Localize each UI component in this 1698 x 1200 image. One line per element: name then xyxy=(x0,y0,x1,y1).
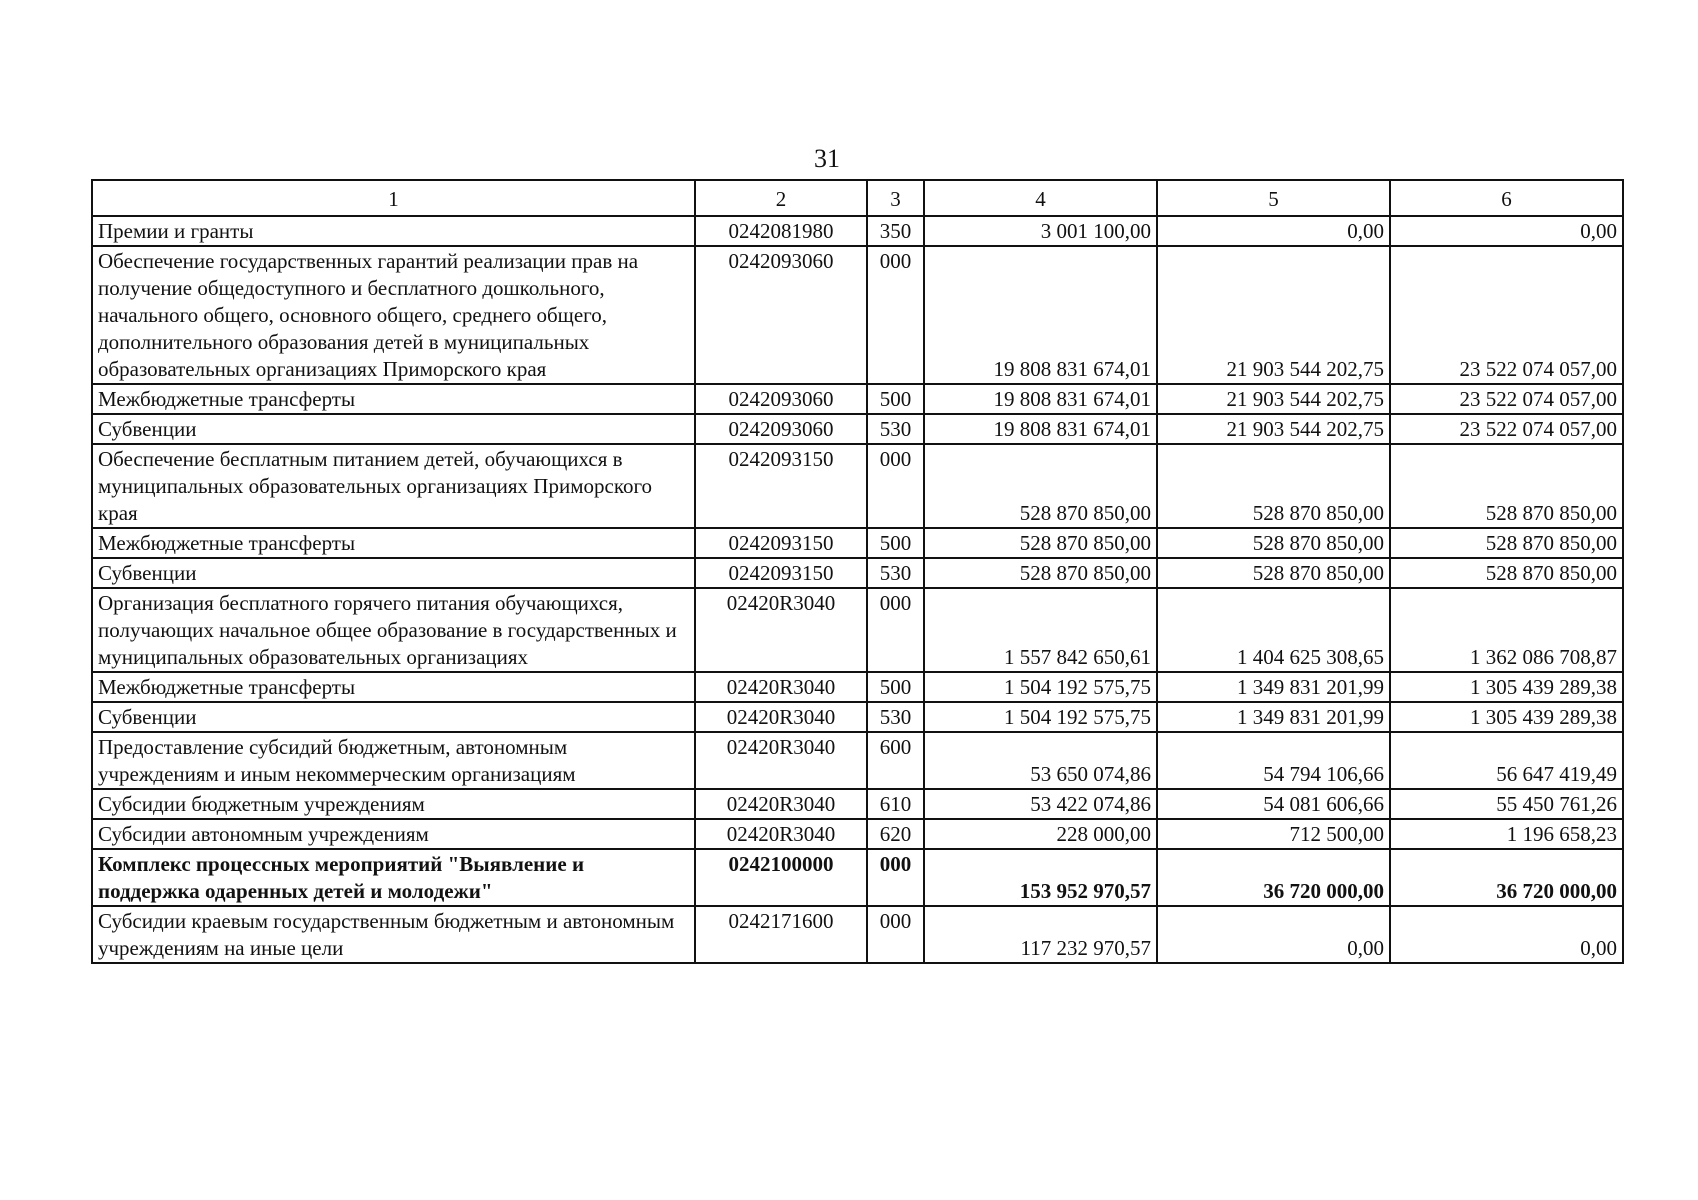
row-amount-col6: 36 720 000,00 xyxy=(1390,849,1623,906)
row-amount-col6: 1 362 086 708,87 xyxy=(1390,588,1623,672)
row-target-code: 0242093060 xyxy=(695,384,867,414)
budget-table xyxy=(91,179,1624,964)
row-amount-col4: 117 232 970,57 xyxy=(924,906,1157,963)
row-amount-col5: 528 870 850,00 xyxy=(1157,444,1390,528)
table-row xyxy=(92,789,1623,819)
row-amount-col4: 228 000,00 xyxy=(924,819,1157,849)
header-cell-4: 4 xyxy=(924,180,1157,216)
table-row-section-total xyxy=(92,849,1623,906)
table-row xyxy=(92,216,1623,246)
row-expense-type: 500 xyxy=(867,384,924,414)
row-amount-col6: 23 522 074 057,00 xyxy=(1390,414,1623,444)
row-amount-col6: 56 647 419,49 xyxy=(1390,732,1623,789)
table-row xyxy=(92,819,1623,849)
row-amount-col4: 1 557 842 650,61 xyxy=(924,588,1157,672)
row-name: Обеспечение бесплатным питанием детей, обучающихся в муниципальных образовательных организациях Приморского края xyxy=(92,444,695,528)
row-expense-type: 610 xyxy=(867,789,924,819)
row-amount-col6: 23 522 074 057,00 xyxy=(1390,246,1623,384)
row-amount-col4: 53 650 074,86 xyxy=(924,732,1157,789)
row-name: Предоставление субсидий бюджетным, автономным учреждениям и иным некоммерческим организациям xyxy=(92,732,695,789)
row-name: Обеспечение государственных гарантий реализации прав на получение общедоступного и бесплатного дошкольного, начального общего, основного общего, среднего общего, дополнительного образования детей в муниципальных образовательных организациях Приморского края xyxy=(92,246,695,384)
row-target-code: 0242093060 xyxy=(695,414,867,444)
header-cell-3: 3 xyxy=(867,180,924,216)
row-amount-col5: 21 903 544 202,75 xyxy=(1157,246,1390,384)
row-name: Организация бесплатного горячего питания обучающихся, получающих начальное общее образование в государственных и муниципальных образовательных организациях xyxy=(92,588,695,672)
row-amount-col5: 1 404 625 308,65 xyxy=(1157,588,1390,672)
table-row xyxy=(92,672,1623,702)
row-expense-type: 000 xyxy=(867,444,924,528)
table-row xyxy=(92,588,1623,672)
row-amount-col5: 528 870 850,00 xyxy=(1157,528,1390,558)
row-amount-col4: 1 504 192 575,75 xyxy=(924,702,1157,732)
row-name: Субвенции xyxy=(92,702,695,732)
row-amount-col4: 19 808 831 674,01 xyxy=(924,414,1157,444)
row-amount-col4: 19 808 831 674,01 xyxy=(924,246,1157,384)
row-name: Комплекс процессных мероприятий "Выявление и поддержка одаренных детей и молодежи" xyxy=(92,849,695,906)
row-amount-col5: 21 903 544 202,75 xyxy=(1157,384,1390,414)
row-amount-col5: 528 870 850,00 xyxy=(1157,558,1390,588)
row-target-code: 02420R3040 xyxy=(695,819,867,849)
row-amount-col5: 54 794 106,66 xyxy=(1157,732,1390,789)
row-amount-col5: 54 081 606,66 xyxy=(1157,789,1390,819)
row-target-code: 02420R3040 xyxy=(695,789,867,819)
row-name: Субсидии краевым государственным бюджетным и автономным учреждениям на иные цели xyxy=(92,906,695,963)
header-cell-6: 6 xyxy=(1390,180,1623,216)
row-name: Субсидии автономным учреждениям xyxy=(92,819,695,849)
table-row xyxy=(92,702,1623,732)
row-amount-col6: 23 522 074 057,00 xyxy=(1390,384,1623,414)
row-target-code: 02420R3040 xyxy=(695,588,867,672)
row-amount-col4: 1 504 192 575,75 xyxy=(924,672,1157,702)
table-row xyxy=(92,732,1623,789)
row-amount-col6: 0,00 xyxy=(1390,906,1623,963)
table-row xyxy=(92,384,1623,414)
row-amount-col4: 3 001 100,00 xyxy=(924,216,1157,246)
row-amount-col5: 21 903 544 202,75 xyxy=(1157,414,1390,444)
row-amount-col4: 53 422 074,86 xyxy=(924,789,1157,819)
row-amount-col6: 1 305 439 289,38 xyxy=(1390,672,1623,702)
header-cell-2: 2 xyxy=(695,180,867,216)
table-row xyxy=(92,558,1623,588)
row-amount-col6: 0,00 xyxy=(1390,216,1623,246)
row-name: Межбюджетные трансферты xyxy=(92,672,695,702)
row-expense-type: 000 xyxy=(867,588,924,672)
table-row xyxy=(92,906,1623,963)
row-target-code: 0242093150 xyxy=(695,558,867,588)
row-target-code: 02420R3040 xyxy=(695,732,867,789)
row-name: Межбюджетные трансферты xyxy=(92,384,695,414)
row-amount-col6: 1 305 439 289,38 xyxy=(1390,702,1623,732)
row-amount-col6: 55 450 761,26 xyxy=(1390,789,1623,819)
row-expense-type: 600 xyxy=(867,732,924,789)
row-amount-col5: 0,00 xyxy=(1157,906,1390,963)
row-amount-col5: 712 500,00 xyxy=(1157,819,1390,849)
row-amount-col4: 528 870 850,00 xyxy=(924,558,1157,588)
table-row xyxy=(92,528,1623,558)
row-target-code: 02420R3040 xyxy=(695,672,867,702)
row-target-code: 02420R3040 xyxy=(695,702,867,732)
row-target-code: 0242093150 xyxy=(695,528,867,558)
row-amount-col5: 1 349 831 201,99 xyxy=(1157,702,1390,732)
header-cell-5: 5 xyxy=(1157,180,1390,216)
row-expense-type: 500 xyxy=(867,672,924,702)
row-target-code: 0242100000 xyxy=(695,849,867,906)
page-number: 31 xyxy=(814,144,840,173)
row-expense-type: 530 xyxy=(867,558,924,588)
row-amount-col6: 528 870 850,00 xyxy=(1390,444,1623,528)
row-expense-type: 500 xyxy=(867,528,924,558)
table-row xyxy=(92,414,1623,444)
row-expense-type: 000 xyxy=(867,246,924,384)
row-amount-col4: 153 952 970,57 xyxy=(924,849,1157,906)
row-name: Межбюджетные трансферты xyxy=(92,528,695,558)
row-amount-col4: 528 870 850,00 xyxy=(924,444,1157,528)
row-amount-col6: 528 870 850,00 xyxy=(1390,528,1623,558)
row-target-code: 0242093060 xyxy=(695,246,867,384)
row-expense-type: 530 xyxy=(867,702,924,732)
row-target-code: 0242081980 xyxy=(695,216,867,246)
row-expense-type: 000 xyxy=(867,906,924,963)
row-name: Премии и гранты xyxy=(92,216,695,246)
header-cell-1: 1 xyxy=(92,180,695,216)
row-name: Субсидии бюджетным учреждениям xyxy=(92,789,695,819)
row-target-code: 0242093150 xyxy=(695,444,867,528)
row-expense-type: 620 xyxy=(867,819,924,849)
table-header-row xyxy=(92,180,1623,216)
row-amount-col4: 528 870 850,00 xyxy=(924,528,1157,558)
row-amount-col6: 528 870 850,00 xyxy=(1390,558,1623,588)
row-amount-col5: 0,00 xyxy=(1157,216,1390,246)
row-name: Субвенции xyxy=(92,558,695,588)
row-amount-col5: 1 349 831 201,99 xyxy=(1157,672,1390,702)
row-target-code: 0242171600 xyxy=(695,906,867,963)
row-amount-col5: 36 720 000,00 xyxy=(1157,849,1390,906)
row-amount-col4: 19 808 831 674,01 xyxy=(924,384,1157,414)
table-row xyxy=(92,444,1623,528)
row-expense-type: 000 xyxy=(867,849,924,906)
row-expense-type: 350 xyxy=(867,216,924,246)
row-expense-type: 530 xyxy=(867,414,924,444)
table-row xyxy=(92,246,1623,384)
row-name: Субвенции xyxy=(92,414,695,444)
row-amount-col6: 1 196 658,23 xyxy=(1390,819,1623,849)
